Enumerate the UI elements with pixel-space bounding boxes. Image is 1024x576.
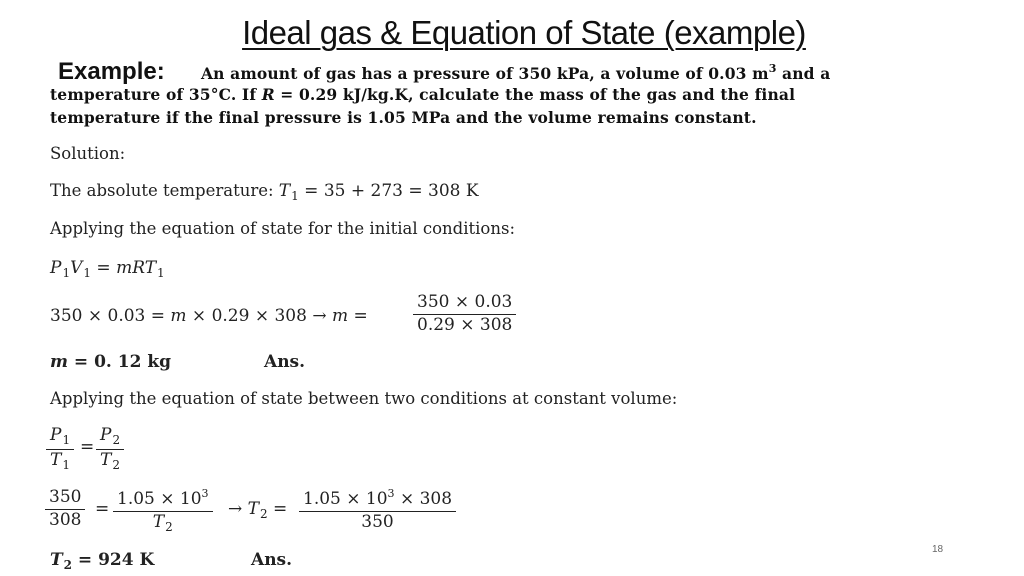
eq-rhs: = mRT [91,258,157,278]
abs-temp-var: T [278,181,291,201]
calc-m1: m [170,306,187,326]
abs-temp-sub: 1 [291,189,299,203]
ratio-left-fraction [46,425,74,472]
equation-of-state [50,258,165,280]
cubic-exponent: 3 [768,62,777,75]
abs-temp-expr: = 35 + 273 = 308 K [298,181,479,201]
mass-fraction-num: 350 × 0.03 [417,292,513,312]
final-arrow-var: → T [228,499,259,519]
ratio-p1-sub: 1 [62,433,71,447]
final-f1-den: 308 [45,509,85,530]
problem-line-1-text: An amount of gas has a pressure of 350 kPa, a volume of 0.03 m [201,64,769,83]
abs-temp-label: The absolute temperature: [50,181,279,200]
final-eq-2: = [267,499,288,519]
ratio-t1-sub: 1 [62,458,71,472]
final-fraction-1 [45,487,85,530]
mass-calc-line [50,306,368,326]
final-f2-num-base: 1.05 × 10 [117,489,202,509]
final-arrow-sub: 2 [260,507,268,521]
temp-result-var: T [50,550,63,570]
mass-result [50,352,171,372]
calc-mid: × 0.29 × 308 → [186,306,332,326]
final-eq-1: = [95,499,110,519]
mass-result-var: m [50,352,68,372]
page-number: 18 [932,544,944,555]
ratio-right-fraction [96,425,124,472]
eq-p-sub: 1 [62,266,71,280]
ratio-p2-sub: 2 [112,433,121,447]
gas-constant-var: R [261,85,275,104]
final-f2-den-sub: 2 [165,520,173,534]
temp-ans-label: Ans. [251,550,293,570]
solution-heading: Solution: [50,144,126,163]
final-f3-num-base: 1.05 × 10 [303,489,388,509]
abs-temp-line [50,181,479,203]
eq-p: P [50,258,62,278]
problem-line-2 [50,85,795,104]
final-f3-num-exp: 3 [387,487,395,500]
final-arrow [228,499,287,521]
problem-line-1-end: and a [776,64,831,83]
problem-line-2-b: = 0.29 kJ/kg.K, calculate the mass of the gas and the final [274,85,796,104]
ratio-t2-sub: 2 [112,458,121,472]
example-label: Example: [58,58,165,85]
temp-result [50,550,154,572]
calc-m2: m [332,306,349,326]
mass-fraction [413,292,516,335]
mass-result-value: = 0. 12 kg [68,352,171,372]
temp-result-value: = 924 K [72,550,155,570]
apply-constant-volume-text: Applying the equation of state between two conditions at constant volume: [50,389,678,408]
apply-initial-text: Applying the equation of state for the initial conditions: [50,219,516,238]
ratio-p2: P [100,425,112,445]
final-f3-num-end: × 308 [394,489,453,509]
calc-eq: = [348,306,368,326]
ratio-t1: T [50,450,62,470]
problem-line-3: temperature if the final pressure is 1.05 MPa and the volume remains constant. [50,108,757,127]
final-f1-num: 350 [49,487,82,507]
mass-ans-label: Ans. [264,352,306,372]
final-f2-num-exp: 3 [201,487,209,500]
final-f2-den: T [152,512,165,532]
final-fraction-2 [113,487,213,534]
final-f3-den: 350 [299,511,456,532]
problem-line-1 [201,62,830,83]
ratio-p1: P [50,425,62,445]
mass-fraction-den: 0.29 × 308 [413,314,516,335]
eq-v-sub: 1 [83,266,92,280]
eq-v: V [70,258,83,278]
ratio-t2: T [100,450,112,470]
temp-result-sub: 2 [63,558,73,572]
ratio-equals: = [80,437,95,457]
eq-rhs-sub: 1 [157,266,165,280]
calc-lhs: 350 × 0.03 = [50,306,171,326]
final-fraction-3 [299,487,456,532]
problem-line-2-a: temperature of 35°C. If [50,85,262,104]
slide-title: Ideal gas & Equation of State (example) [242,14,806,51]
